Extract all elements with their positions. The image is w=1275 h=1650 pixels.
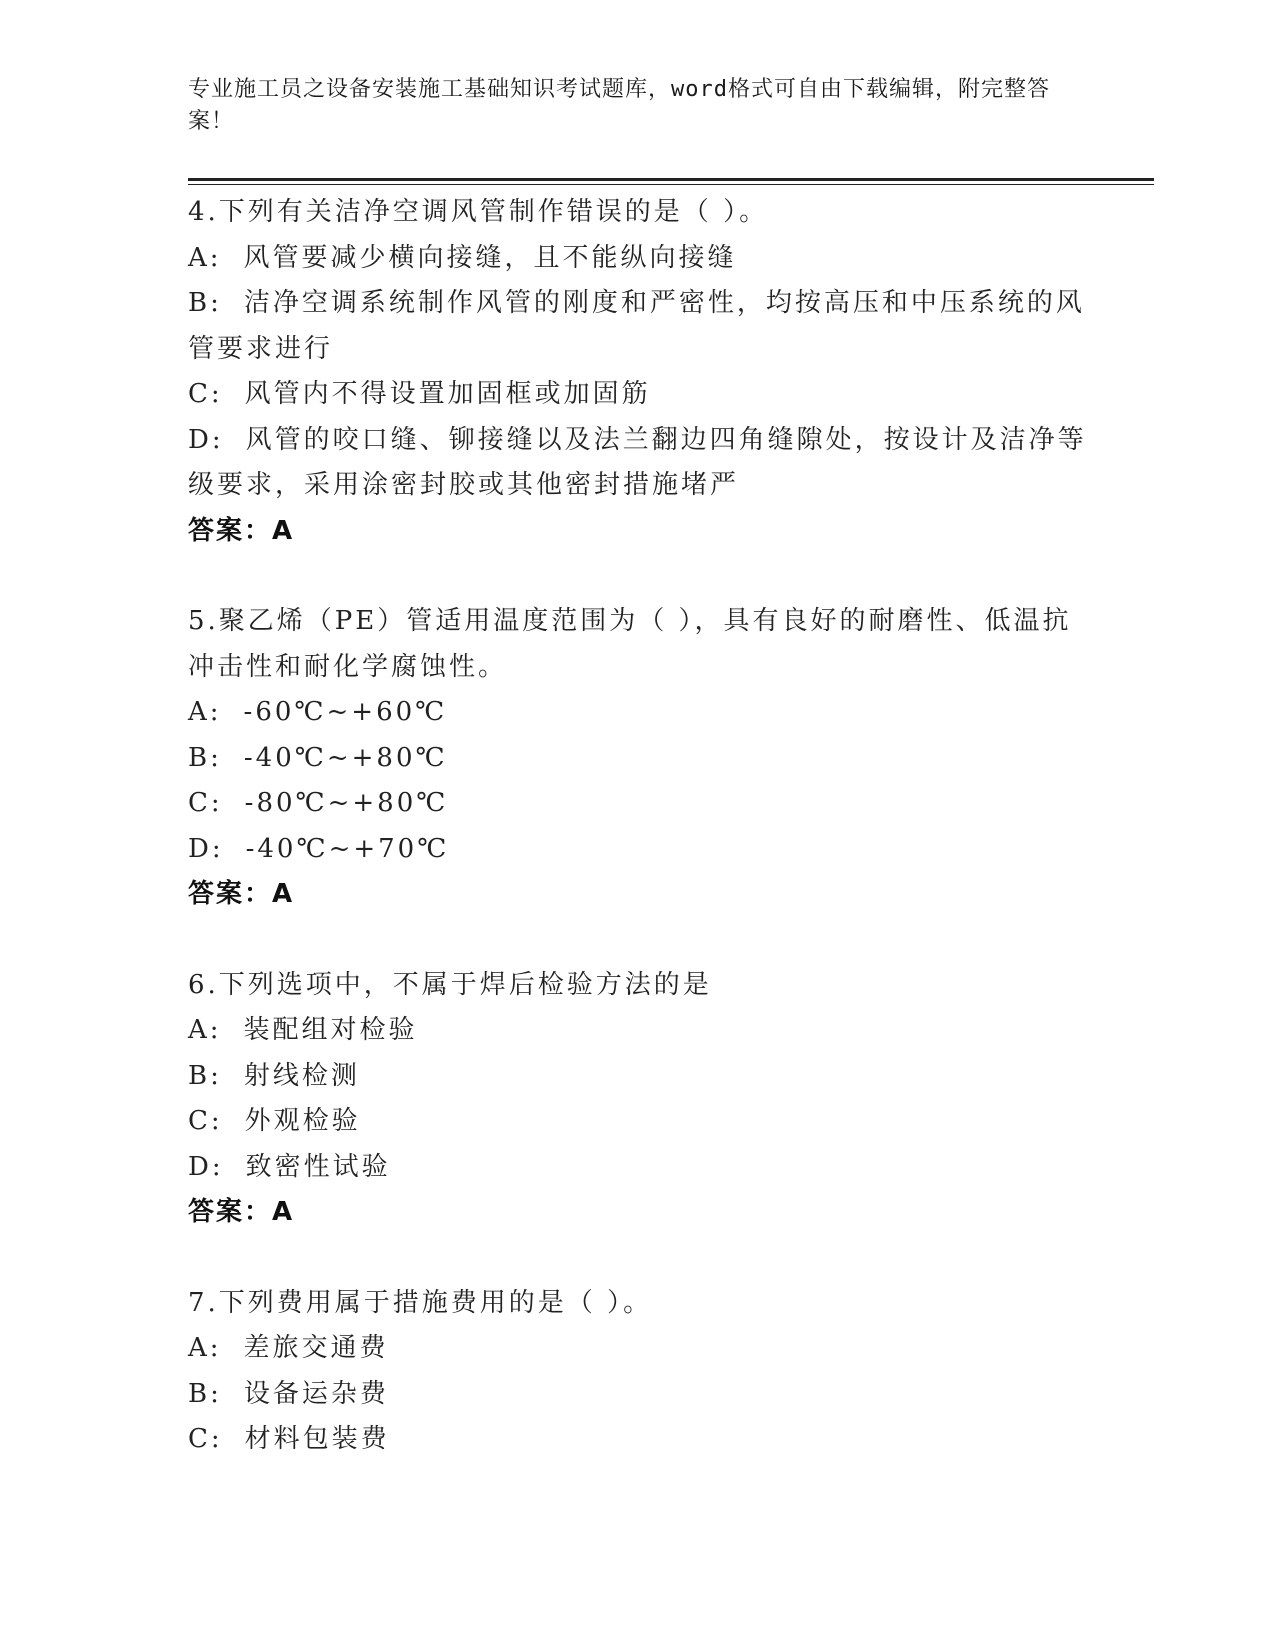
option-c: [188, 372, 1088, 418]
question-text: 5.聚乙烯（PE）管适用温度范围为（ ），具有良好的耐磨性、低温抗冲击性和耐化学腐蚀性。: [188, 606, 1072, 682]
option-key: D:: [188, 833, 224, 864]
header-divider-thick: [188, 178, 1154, 181]
option-key: B:: [188, 1378, 222, 1409]
option-b: [188, 1372, 1088, 1418]
option-key: A:: [188, 1015, 222, 1045]
option-text: 风管的咬口缝、铆接缝以及法兰翻边四角缝隙处，按设计及洁净等级要求，采用涂密封胶或其他密封措施堵严: [188, 424, 1087, 500]
option-d: [188, 827, 1088, 873]
answer-text: 答案：A: [188, 1197, 295, 1227]
option-key: D:: [188, 1151, 224, 1182]
question-list: [188, 190, 1088, 1463]
option-b: [188, 1054, 1088, 1100]
option-c: [188, 1099, 1088, 1145]
question-5: [188, 599, 1088, 918]
option-a: [188, 236, 1088, 282]
answer-text: 答案：A: [188, 879, 295, 909]
option-text: 材料包装费: [244, 1424, 390, 1454]
option-key: B:: [188, 1060, 222, 1091]
header-divider-thin: [188, 184, 1154, 185]
question-text: 7.下列费用属于措施费用的是（ ）。: [188, 1287, 653, 1318]
option-b: [188, 281, 1088, 372]
document-header: 专业施工员之设备安装施工基础知识考试题库，word格式可自由下载编辑，附完整答案！: [188, 77, 1050, 134]
answer-text: 答案：A: [188, 515, 295, 546]
option-d: [188, 418, 1088, 509]
option-text: -80℃~+80℃: [244, 788, 449, 818]
option-text: 风管要减少横向接缝，且不能纵向接缝: [243, 242, 737, 273]
question-text: 4.下列有关洁净空调风管制作错误的是（ ）。: [188, 197, 769, 227]
question-text: 6.下列选项中，不属于焊后检验方法的是: [188, 969, 712, 1000]
option-a: [188, 1008, 1088, 1054]
option-text: 设备运杂费: [243, 1378, 389, 1409]
option-text: 致密性试验: [245, 1151, 391, 1182]
option-key: C:: [188, 379, 223, 409]
option-key: B:: [188, 742, 222, 773]
option-text: -60℃~+60℃: [243, 697, 448, 727]
option-text: 洁净空调系统制作风管的刚度和严密性，均按高压和中压系统的风管要求进行: [188, 288, 1085, 364]
option-key: D:: [188, 424, 224, 455]
option-key: A:: [188, 242, 222, 273]
option-key: B:: [188, 288, 222, 318]
option-d: [188, 1145, 1088, 1191]
question-7: [188, 1281, 1088, 1463]
question-4: [188, 190, 1088, 554]
option-text: 差旅交通费: [243, 1333, 389, 1363]
option-key: C:: [188, 1106, 223, 1136]
option-key: A:: [188, 697, 222, 727]
option-text: -40℃~+70℃: [245, 833, 450, 864]
option-b: [188, 736, 1088, 782]
option-key: C:: [188, 788, 223, 818]
option-text: 射线检测: [243, 1060, 360, 1091]
option-text: -40℃~+80℃: [243, 742, 448, 773]
option-text: 风管内不得设置加固框或加固筋: [244, 379, 651, 409]
option-key: A:: [188, 1333, 222, 1363]
option-a: [188, 690, 1088, 736]
option-c: [188, 1417, 1088, 1463]
option-text: 装配组对检验: [243, 1015, 418, 1045]
question-6: [188, 963, 1088, 1236]
option-text: 外观检验: [244, 1106, 361, 1136]
option-key: C:: [188, 1424, 223, 1454]
option-a: [188, 1326, 1088, 1372]
option-c: [188, 781, 1088, 827]
